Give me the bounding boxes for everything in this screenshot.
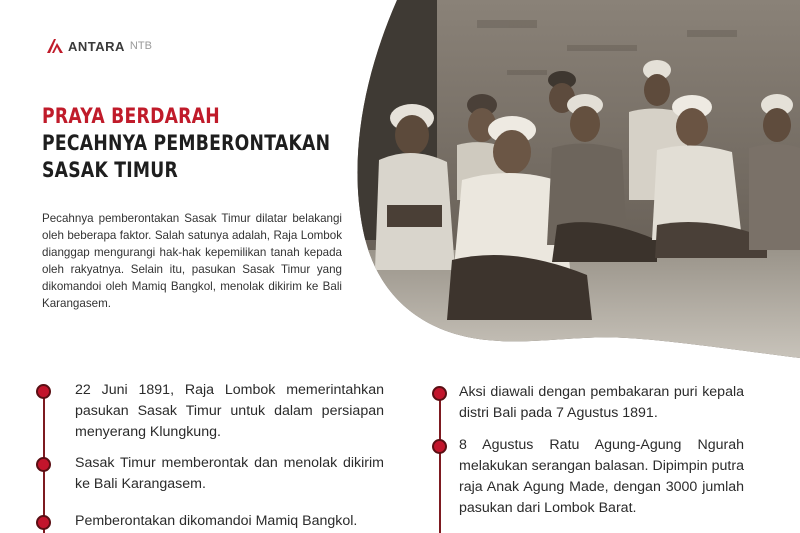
timeline-dot-icon: [36, 384, 51, 399]
page-title-line-2: SASAK TIMUR: [42, 158, 179, 183]
timeline-event-text: Pemberontakan dikomandoi Mamiq Bangkol.: [75, 513, 358, 529]
timeline-event: [430, 435, 744, 519]
timeline-dot-icon: [432, 439, 447, 454]
page-kicker: PRAYA BERDARAH: [42, 104, 220, 128]
title-block: [42, 104, 394, 184]
brand-name: ANTARA: [68, 38, 125, 54]
historical-photo: [357, 0, 800, 358]
timeline-dot-icon: [36, 457, 51, 472]
timeline-event: [34, 453, 384, 495]
timeline-event-text: Sasak Timur memberontak dan menolak dikirim ke Bali Karangasem.: [75, 455, 384, 492]
timeline-event-text: Aksi diawali dengan pembakaran puri kepala distri Bali pada 7 Agustus 1891.: [459, 384, 744, 421]
intro-paragraph: Pecahnya pemberontakan Sasak Timur dilatar belakangi oleh beberapa faktor. Salah satunya adalah, Raja Lombok dianggap mengurangi hak-hak kepemilikan tanah kepada oleh rakyatnya. Selain itu, pasukan Sasak Timur yang dikomandoi oleh Mamiq Bangkol, menolak dikirim ke Bali Karangasem.: [42, 212, 342, 311]
timeline-dot-icon: [36, 515, 51, 530]
page-title-line-1: PECAHNYA PEMBERONTAKAN: [42, 131, 331, 156]
brand-region: NTB: [129, 40, 152, 52]
timeline-event: [34, 380, 384, 443]
brand-logo: [46, 38, 152, 54]
timeline-event-text: 22 Juni 1891, Raja Lombok memerintahkan pasukan Sasak Timur untuk dalam persiapan menyerang Klungkung.: [75, 382, 384, 440]
timeline-event-text: 8 Agustus Ratu Agung-Agung Ngurah melakukan serangan balasan. Dipimpin putra raja Anak Agung Made, dengan 3000 jumlah pasukan dari Lombok Barat.: [459, 437, 744, 516]
timeline-event: [430, 382, 744, 424]
antara-logo-icon: [46, 38, 64, 54]
timeline-event: [34, 511, 384, 532]
timeline-dot-icon: [432, 386, 447, 401]
